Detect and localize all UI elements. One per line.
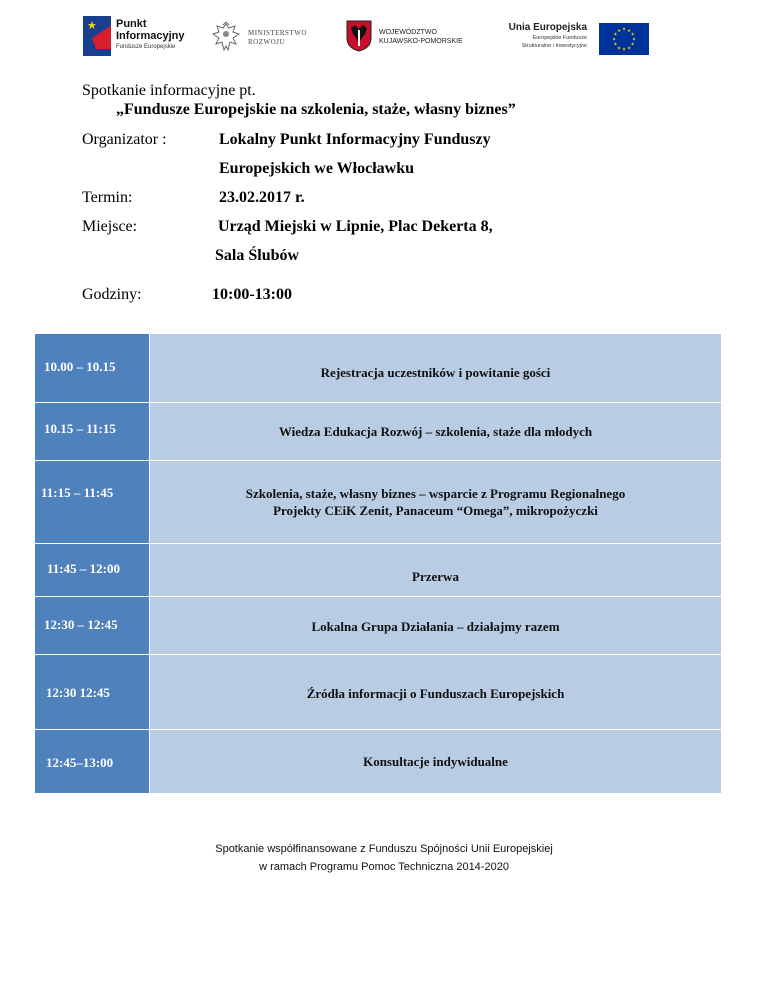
agenda-time: 10.00 – 10.15 xyxy=(44,359,116,374)
eu-star-icon: ★ xyxy=(630,32,635,38)
agenda-desc-cell xyxy=(149,655,721,729)
agenda-desc-cell xyxy=(149,597,721,654)
intro-text: Spotkanie informacyjne pt. xyxy=(82,82,256,99)
agenda-row xyxy=(35,403,721,461)
agenda-table xyxy=(35,334,721,793)
agenda-desc-cell xyxy=(149,730,721,793)
agenda-time-cell xyxy=(35,403,149,460)
wojewodztwo-kujawsko-pomorskie-logo xyxy=(346,20,471,54)
agenda-desc: Wiedza Edukacja Rozwój – szkolenia, staże dla młodych xyxy=(278,424,593,439)
ministerstwo-line2: ROZWOJU xyxy=(248,38,285,46)
cofinancing-footer xyxy=(0,840,768,876)
footer-line2: w ramach Programu Pomoc Techniczna 2014-2020 xyxy=(259,861,509,873)
agenda-row xyxy=(35,730,721,793)
agenda-time: 10.15 – 11:15 xyxy=(44,421,116,436)
footer-line1: Spotkanie współfinansowane z Funduszu Spójności Unii Europejskiej xyxy=(215,843,553,855)
agenda-time-cell xyxy=(35,730,149,793)
agenda-time-cell xyxy=(35,334,149,402)
agenda-row xyxy=(35,334,721,403)
hours-value: 10:00-13:00 xyxy=(212,286,292,303)
agenda-desc: Lokalna Grupa Działania – działajmy razem xyxy=(311,619,560,634)
organizer-value-line1: Lokalny Punkt Informacyjny Funduszy xyxy=(219,131,491,148)
eu-star-icon: ★ xyxy=(626,28,632,34)
ministerstwo-line1: MINISTERSTWO xyxy=(248,29,307,37)
agenda-time: 12:30 – 12:45 xyxy=(44,617,118,632)
agenda-desc-cell xyxy=(149,403,721,460)
eu-star-icon: ★ xyxy=(621,27,627,33)
organizer-label: Organizator : xyxy=(82,131,167,148)
eu-star-icon: ★ xyxy=(616,46,622,52)
organizer-value-line2: Europejskich we Włocławku xyxy=(219,160,414,177)
date-value: 23.02.2017 r. xyxy=(219,189,305,206)
agenda-desc: Źródła informacji o Funduszach Europejskich xyxy=(306,686,565,701)
agenda-desc-cell xyxy=(149,334,721,402)
unia-europejska-logo xyxy=(489,22,649,56)
agenda-row xyxy=(35,544,721,597)
hours-label: Godziny: xyxy=(82,286,142,303)
eu-star-icon: ★ xyxy=(613,32,618,38)
agenda-row xyxy=(35,461,721,544)
ministerstwo-rozwoju-logo xyxy=(211,22,321,56)
date-label: Termin: xyxy=(82,189,133,206)
eu-star-icon: ★ xyxy=(611,37,617,43)
agenda-time: 11:15 – 11:45 xyxy=(41,485,114,500)
agenda-time-cell xyxy=(35,544,149,596)
fundusze-europejskie-flag-icon: ★ xyxy=(83,16,111,56)
eu-star-icon: ★ xyxy=(626,46,632,52)
event-title: „Fundusze Europejskie na szkolenia, staże, własny biznes” xyxy=(116,101,516,118)
punkt-logo-line1: Punkt xyxy=(116,18,147,30)
wojewodztwo-line2: KUJAWSKO-POMORSKIE xyxy=(379,38,463,45)
agenda-row xyxy=(35,597,721,655)
agenda-desc: Przerwa xyxy=(412,569,459,584)
wojewodztwo-line1: WOJEWÓDZTWO xyxy=(379,29,437,36)
coat-of-arms-icon xyxy=(346,20,372,52)
eu-star-icon: ★ xyxy=(613,42,618,48)
ue-logo-line2: Europejskie Fundusze xyxy=(532,35,587,41)
eu-star-icon: ★ xyxy=(630,42,635,48)
agenda-time: 11:45 – 12:00 xyxy=(47,561,120,576)
agenda-time: 12:30 12:45 xyxy=(46,685,110,700)
ue-logo-line1: Unia Europejska xyxy=(508,22,587,33)
agenda-time: 12:45–13:00 xyxy=(46,755,114,770)
place-value-line2: Sala Ślubów xyxy=(215,247,300,264)
agenda-time-cell xyxy=(35,597,149,654)
eagle-emblem-icon xyxy=(211,22,241,54)
punkt-logo-line3: Fundusze Europejskie xyxy=(116,44,176,50)
eu-flag-icon xyxy=(599,23,649,55)
eu-star-icon: ★ xyxy=(631,37,637,43)
agenda-desc: Szkolenia, staże, własny biznes – wsparcie z Programu Regionalnego xyxy=(245,486,626,501)
place-label: Miejsce: xyxy=(82,218,138,235)
eu-star-icon: ★ xyxy=(621,47,627,53)
punkt-logo-line2: Informacyjny xyxy=(116,30,185,42)
agenda-time-cell xyxy=(35,655,149,729)
punkt-informacyjny-logo xyxy=(83,16,198,58)
agenda-desc-cell xyxy=(149,461,721,543)
eu-star-icon: ★ xyxy=(616,28,622,34)
agenda-desc-line2: Projekty CEiK Zenit, Panaceum “Omega”, mikropożyczki xyxy=(273,503,598,518)
agenda-desc-cell xyxy=(149,544,721,596)
agenda-row xyxy=(35,655,721,730)
agenda-desc: Konsultacje indywidualne xyxy=(363,754,508,769)
ue-logo-line3: Strukturalne i Inwestycyjne xyxy=(521,43,587,49)
place-value-line1: Urząd Miejski w Lipnie, Plac Dekerta 8, xyxy=(218,218,493,235)
agenda-time-cell xyxy=(35,461,149,543)
agenda-desc: Rejestracja uczestników i powitanie gości xyxy=(320,365,551,380)
